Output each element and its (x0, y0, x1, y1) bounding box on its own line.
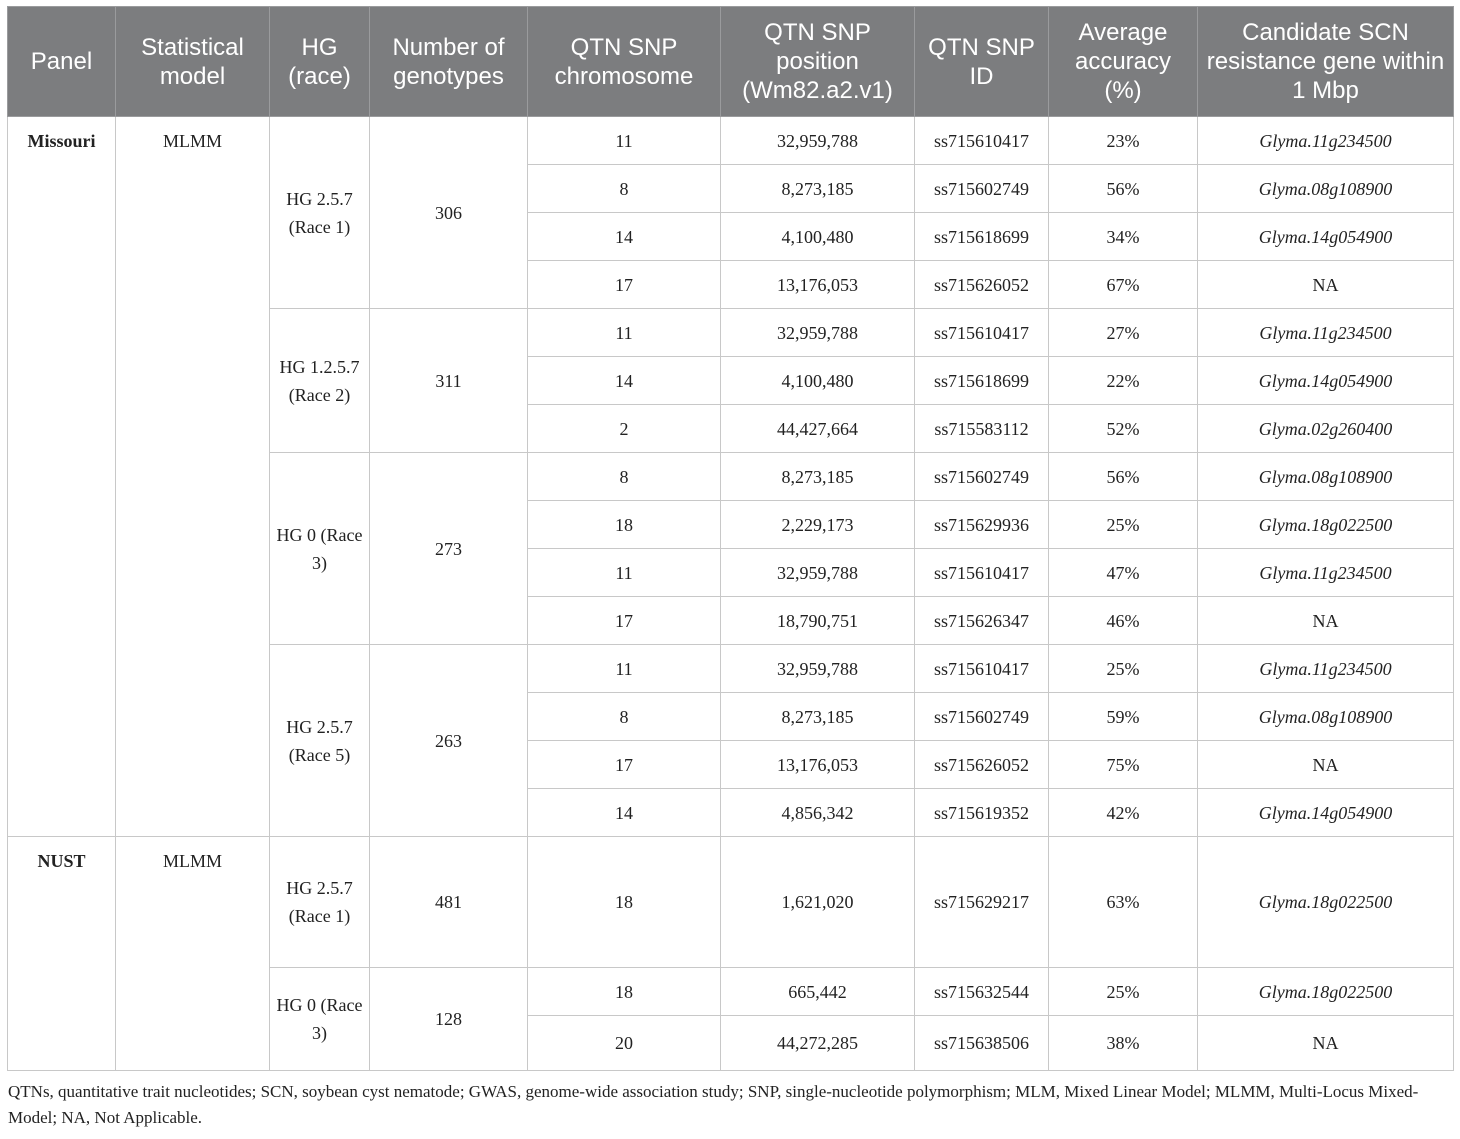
cell-accuracy: 56% (1049, 165, 1198, 213)
cell-number-of-genotypes: 311 (370, 309, 528, 453)
cell-candidate-gene: Glyma.18g022500 (1198, 968, 1454, 1016)
header-row (8, 7, 1454, 117)
cell-snp-id: ss715583112 (915, 405, 1049, 453)
cell-accuracy: 67% (1049, 261, 1198, 309)
cell-candidate-gene: Glyma.08g108900 (1198, 165, 1454, 213)
cell-accuracy: 46% (1049, 597, 1198, 645)
cell-chromosome: 8 (528, 693, 721, 741)
cell-statistical-model: MLMM (116, 837, 270, 1071)
cell-chromosome: 14 (528, 213, 721, 261)
cell-accuracy: 27% (1049, 309, 1198, 357)
cell-hg-race: HG 2.5.7 (Race 1) (270, 117, 370, 309)
cell-snp-id: ss715610417 (915, 549, 1049, 597)
header-hg-race: HG (race) (270, 7, 370, 117)
cell-accuracy: 22% (1049, 357, 1198, 405)
cell-statistical-model: MLMM (116, 117, 270, 837)
cell-position: 32,959,788 (721, 645, 915, 693)
cell-snp-id: ss715638506 (915, 1016, 1049, 1071)
cell-position: 4,100,480 (721, 213, 915, 261)
header-qtn-snp-chromosome: QTN SNP chromosome (528, 7, 721, 117)
cell-snp-id: ss715602749 (915, 453, 1049, 501)
cell-snp-id: ss715610417 (915, 309, 1049, 357)
cell-snp-id: ss715618699 (915, 357, 1049, 405)
cell-accuracy: 25% (1049, 645, 1198, 693)
cell-candidate-gene: NA (1198, 1016, 1454, 1071)
cell-chromosome: 17 (528, 741, 721, 789)
cell-position: 4,100,480 (721, 357, 915, 405)
cell-candidate-gene: Glyma.11g234500 (1198, 117, 1454, 165)
cell-snp-id: ss715626052 (915, 261, 1049, 309)
cell-candidate-gene: NA (1198, 597, 1454, 645)
cell-candidate-gene: Glyma.18g022500 (1198, 837, 1454, 968)
cell-candidate-gene: Glyma.08g108900 (1198, 453, 1454, 501)
cell-chromosome: 18 (528, 501, 721, 549)
header-candidate-gene: Candidate SCN resistance gene within 1 Mbp (1198, 7, 1454, 117)
cell-accuracy: 38% (1049, 1016, 1198, 1071)
header-panel: Panel (8, 7, 116, 117)
cell-candidate-gene: NA (1198, 741, 1454, 789)
cell-candidate-gene: Glyma.11g234500 (1198, 309, 1454, 357)
cell-chromosome: 14 (528, 789, 721, 837)
cell-position: 8,273,185 (721, 453, 915, 501)
table-row (8, 117, 1454, 165)
cell-chromosome: 8 (528, 165, 721, 213)
cell-candidate-gene: Glyma.14g054900 (1198, 357, 1454, 405)
cell-snp-id: ss715626347 (915, 597, 1049, 645)
cell-snp-id: ss715610417 (915, 117, 1049, 165)
cell-number-of-genotypes: 306 (370, 117, 528, 309)
cell-accuracy: 52% (1049, 405, 1198, 453)
cell-accuracy: 47% (1049, 549, 1198, 597)
cell-chromosome: 18 (528, 968, 721, 1016)
cell-position: 32,959,788 (721, 549, 915, 597)
cell-candidate-gene: Glyma.11g234500 (1198, 645, 1454, 693)
cell-chromosome: 11 (528, 645, 721, 693)
cell-position: 44,272,285 (721, 1016, 915, 1071)
cell-accuracy: 25% (1049, 968, 1198, 1016)
cell-candidate-gene: Glyma.11g234500 (1198, 549, 1454, 597)
cell-candidate-gene: Glyma.18g022500 (1198, 501, 1454, 549)
cell-chromosome: 11 (528, 549, 721, 597)
cell-number-of-genotypes: 481 (370, 837, 528, 968)
cell-chromosome: 8 (528, 453, 721, 501)
cell-snp-id: ss715632544 (915, 968, 1049, 1016)
cell-position: 18,790,751 (721, 597, 915, 645)
cell-candidate-gene: Glyma.02g260400 (1198, 405, 1454, 453)
cell-snp-id: ss715602749 (915, 165, 1049, 213)
cell-snp-id: ss715610417 (915, 645, 1049, 693)
cell-chromosome: 18 (528, 837, 721, 968)
cell-snp-id: ss715629217 (915, 837, 1049, 968)
cell-chromosome: 11 (528, 309, 721, 357)
cell-chromosome: 11 (528, 117, 721, 165)
cell-position: 32,959,788 (721, 309, 915, 357)
cell-position: 8,273,185 (721, 165, 915, 213)
header-average-accuracy: Average accuracy (%) (1049, 7, 1198, 117)
cell-snp-id: ss715602749 (915, 693, 1049, 741)
cell-candidate-gene: Glyma.14g054900 (1198, 789, 1454, 837)
cell-position: 2,229,173 (721, 501, 915, 549)
cell-hg-race: HG 0 (Race 3) (270, 968, 370, 1071)
table-row (8, 837, 1454, 968)
cell-chromosome: 2 (528, 405, 721, 453)
cell-accuracy: 42% (1049, 789, 1198, 837)
cell-accuracy: 63% (1049, 837, 1198, 968)
cell-number-of-genotypes: 273 (370, 453, 528, 645)
cell-panel: Missouri (8, 117, 116, 837)
cell-position: 4,856,342 (721, 789, 915, 837)
qtn-results-table (7, 6, 1454, 1071)
cell-hg-race: HG 2.5.7 (Race 1) (270, 837, 370, 968)
table-footnote: QTNs, quantitative trait nucleotides; SCN, soybean cyst nematode; GWAS, genome-wide association study; SNP, single-nucleotide polymorphism; MLM, Mixed Linear Model; MLMM, Multi-Locus Mixed-Model; NA, Not Applicable. (8, 1082, 1419, 1127)
cell-hg-race: HG 2.5.7 (Race 5) (270, 645, 370, 837)
cell-position: 13,176,053 (721, 261, 915, 309)
cell-snp-id: ss715626052 (915, 741, 1049, 789)
cell-hg-race: HG 0 (Race 3) (270, 453, 370, 645)
cell-chromosome: 17 (528, 261, 721, 309)
cell-accuracy: 59% (1049, 693, 1198, 741)
table-body (8, 117, 1454, 1071)
header-qtn-snp-position: QTN SNP position (Wm82.a2.v1) (721, 7, 915, 117)
cell-number-of-genotypes: 128 (370, 968, 528, 1071)
header-qtn-snp-id: QTN SNP ID (915, 7, 1049, 117)
cell-hg-race: HG 1.2.5.7 (Race 2) (270, 309, 370, 453)
cell-position: 13,176,053 (721, 741, 915, 789)
cell-position: 8,273,185 (721, 693, 915, 741)
cell-chromosome: 17 (528, 597, 721, 645)
cell-accuracy: 23% (1049, 117, 1198, 165)
cell-position: 665,442 (721, 968, 915, 1016)
cell-chromosome: 14 (528, 357, 721, 405)
cell-panel: NUST (8, 837, 116, 1071)
cell-position: 32,959,788 (721, 117, 915, 165)
cell-accuracy: 75% (1049, 741, 1198, 789)
cell-position: 44,427,664 (721, 405, 915, 453)
cell-candidate-gene: NA (1198, 261, 1454, 309)
header-statistical-model: Statistical model (116, 7, 270, 117)
cell-chromosome: 20 (528, 1016, 721, 1071)
cell-position: 1,621,020 (721, 837, 915, 968)
cell-number-of-genotypes: 263 (370, 645, 528, 837)
cell-candidate-gene: Glyma.08g108900 (1198, 693, 1454, 741)
cell-snp-id: ss715629936 (915, 501, 1049, 549)
cell-accuracy: 34% (1049, 213, 1198, 261)
cell-candidate-gene: Glyma.14g054900 (1198, 213, 1454, 261)
header-number-of-genotypes: Number of genotypes (370, 7, 528, 117)
table-container (7, 6, 1453, 1071)
cell-snp-id: ss715619352 (915, 789, 1049, 837)
cell-accuracy: 25% (1049, 501, 1198, 549)
cell-accuracy: 56% (1049, 453, 1198, 501)
cell-snp-id: ss715618699 (915, 213, 1049, 261)
